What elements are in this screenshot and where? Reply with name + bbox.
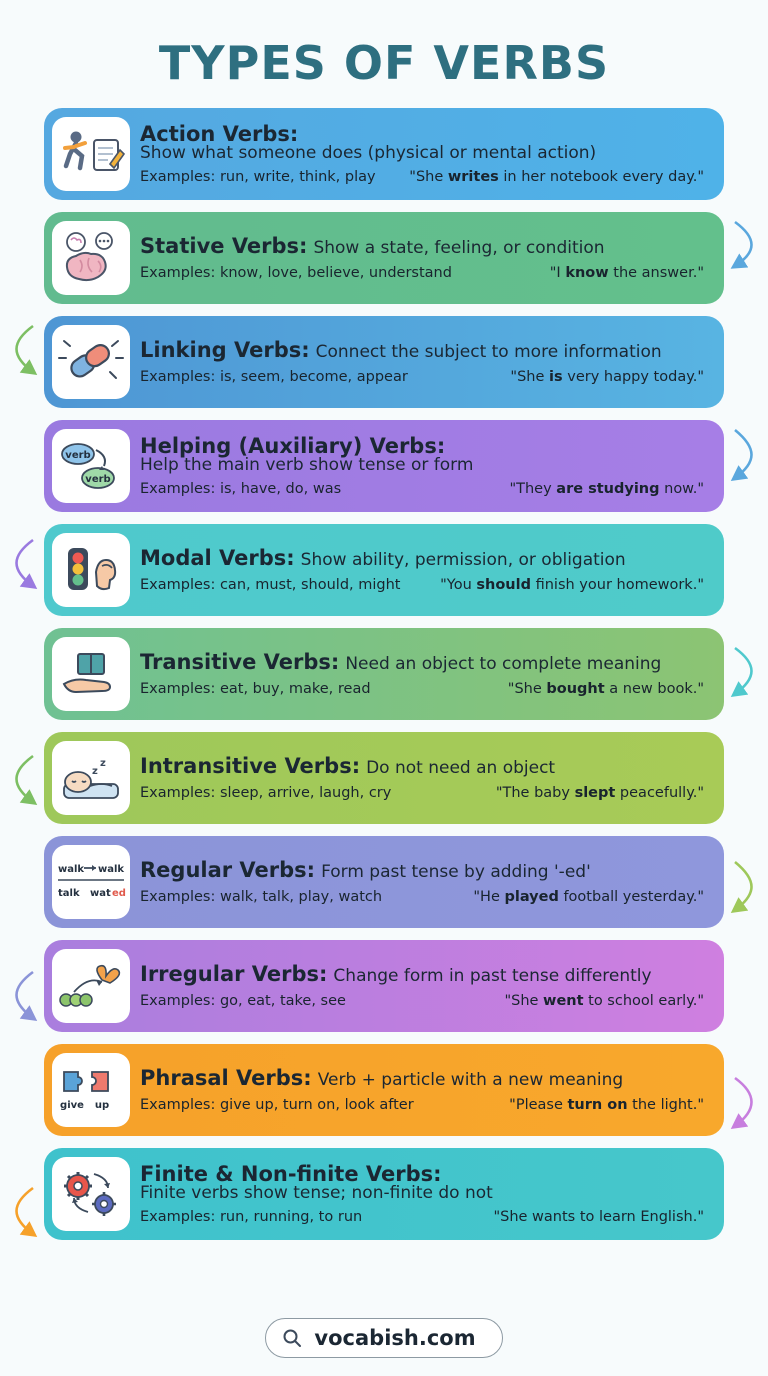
verb-type-name: Transitive Verbs:: [140, 650, 340, 675]
list-item-content: [140, 123, 714, 186]
verb-type-name: Irregular Verbs:: [140, 962, 328, 987]
svg-text:verb: verb: [65, 450, 91, 461]
list-item-content: [140, 435, 714, 498]
list-item-content: [140, 755, 714, 801]
verb-examples: Examples: go, eat, take, see: [140, 992, 346, 1009]
verb-sentence: "Please turn on the light.": [509, 1096, 704, 1113]
verb-type-name: Action Verbs:: [140, 121, 299, 146]
verb-sentence: "She went to school early.": [504, 992, 704, 1009]
verb-type-name: Regular Verbs:: [140, 858, 316, 883]
verb-type-name: Linking Verbs:: [140, 338, 310, 363]
verb-type-name: Modal Verbs:: [140, 546, 295, 571]
list-item[interactable]: [44, 940, 724, 1032]
verb-sentence: "She is very happy today.": [510, 368, 704, 385]
list-item-content: [140, 339, 714, 385]
verb-examples: Examples: eat, buy, make, read: [140, 680, 371, 697]
site-name: vocabish.com: [314, 1326, 476, 1350]
verb-type-desc: Help the main verb show tense or form: [140, 454, 474, 475]
verb-type-desc: Change form in past tense differently: [333, 966, 652, 987]
verb-sentence: "You should finish your homework.": [440, 576, 704, 593]
gears-icon: [52, 1157, 130, 1231]
list-item[interactable]: [44, 524, 724, 616]
hand-book-icon: [52, 637, 130, 711]
verb-examples: Examples: sleep, arrive, laugh, cry: [140, 784, 392, 801]
verb-type-list: [0, 108, 768, 1240]
verb-type-desc: Do not need an object: [366, 758, 556, 779]
list-item[interactable]: [44, 316, 724, 408]
list-item-content: [140, 859, 714, 905]
list-item[interactable]: [44, 1044, 724, 1136]
svg-text:verb: verb: [85, 474, 111, 485]
verb-bubbles-icon: [52, 429, 130, 503]
verb-type-name: Finite & Non-finite Verbs:: [140, 1161, 442, 1186]
verb-type-desc: Show what someone does (physical or mental action): [140, 142, 597, 163]
list-item[interactable]: [44, 732, 724, 824]
svg-text:up: up: [94, 1100, 110, 1111]
verb-type-name: Phrasal Verbs:: [140, 1066, 312, 1091]
traffic-light-muscle-icon: [52, 533, 130, 607]
site-pill[interactable]: [265, 1318, 502, 1358]
brain-thought-icon: [52, 221, 130, 295]
verb-examples: Examples: run, running, to run: [140, 1209, 363, 1226]
verb-type-desc: Need an object to complete meaning: [345, 654, 662, 675]
verb-type-desc: Form past tense by adding '-ed': [321, 862, 591, 883]
verb-examples: Examples: give up, turn on, look after: [140, 1096, 414, 1113]
svg-text:walk: walk: [98, 864, 125, 875]
list-item[interactable]: [44, 420, 724, 512]
list-item-content: [140, 1067, 714, 1113]
verb-sentence: "She bought a new book.": [507, 680, 704, 697]
svg-text:walk: walk: [58, 864, 85, 875]
sleeping-baby-icon: [52, 741, 130, 815]
list-item-content: [140, 651, 714, 697]
page-title: TYPES OF VERBS: [158, 36, 610, 90]
verb-type-desc: Show ability, permission, or obligation: [300, 550, 626, 571]
verb-sentence: "They are studying now.": [509, 481, 704, 498]
svg-text:ed: ed: [112, 888, 126, 899]
list-item[interactable]: [44, 212, 724, 304]
puzzle-pieces-icon: [52, 1053, 130, 1127]
list-item[interactable]: [44, 836, 724, 928]
verb-examples: Examples: is, have, do, was: [140, 481, 342, 498]
verb-sentence: "The baby slept peacefully.": [495, 784, 704, 801]
caterpillar-butterfly-icon: [52, 949, 130, 1023]
list-item[interactable]: [44, 108, 724, 200]
list-item-content: [140, 235, 714, 281]
verb-type-name: Helping (Auxiliary) Verbs:: [140, 433, 446, 458]
verb-examples: Examples: can, must, should, might: [140, 576, 401, 593]
verb-examples: Examples: walk, talk, play, watch: [140, 888, 383, 905]
svg-text:z: z: [100, 758, 106, 769]
verb-type-desc: Verb + particle with a new meaning: [317, 1070, 624, 1091]
list-item-content: [140, 963, 714, 1009]
verb-sentence: "She writes in her notebook every day.": [409, 169, 704, 186]
verb-examples: Examples: run, write, think, play: [140, 169, 376, 186]
search-icon: [282, 1328, 302, 1348]
footer: [0, 1318, 768, 1358]
list-item-content: [140, 547, 714, 593]
list-item[interactable]: [44, 628, 724, 720]
svg-text:give: give: [60, 1100, 84, 1111]
svg-text:talk: talk: [58, 888, 80, 899]
verb-type-desc: Finite verbs show tense; non-finite do not: [140, 1182, 493, 1203]
running-person-notebook-icon: [52, 117, 130, 191]
chain-link-icon: [52, 325, 130, 399]
verb-type-name: Stative Verbs:: [140, 234, 308, 259]
verb-sentence: "He played football yesterday.": [473, 888, 704, 905]
list-item-content: [140, 1163, 714, 1226]
verb-sentence: "I know the answer.": [549, 264, 704, 281]
svg-text:wat: wat: [90, 888, 111, 899]
verb-examples: Examples: is, seem, become, appear: [140, 368, 408, 385]
list-item[interactable]: [44, 1148, 724, 1240]
verb-type-desc: Connect the subject to more information: [315, 342, 662, 363]
svg-text:z: z: [92, 766, 98, 777]
verb-examples: Examples: know, love, believe, understand: [140, 264, 452, 281]
verb-type-name: Intransitive Verbs:: [140, 754, 361, 779]
verb-type-desc: Show a state, feeling, or condition: [313, 238, 605, 259]
walk-walked-chart-icon: [52, 845, 130, 919]
verb-sentence: "She wants to learn English.": [493, 1209, 704, 1226]
